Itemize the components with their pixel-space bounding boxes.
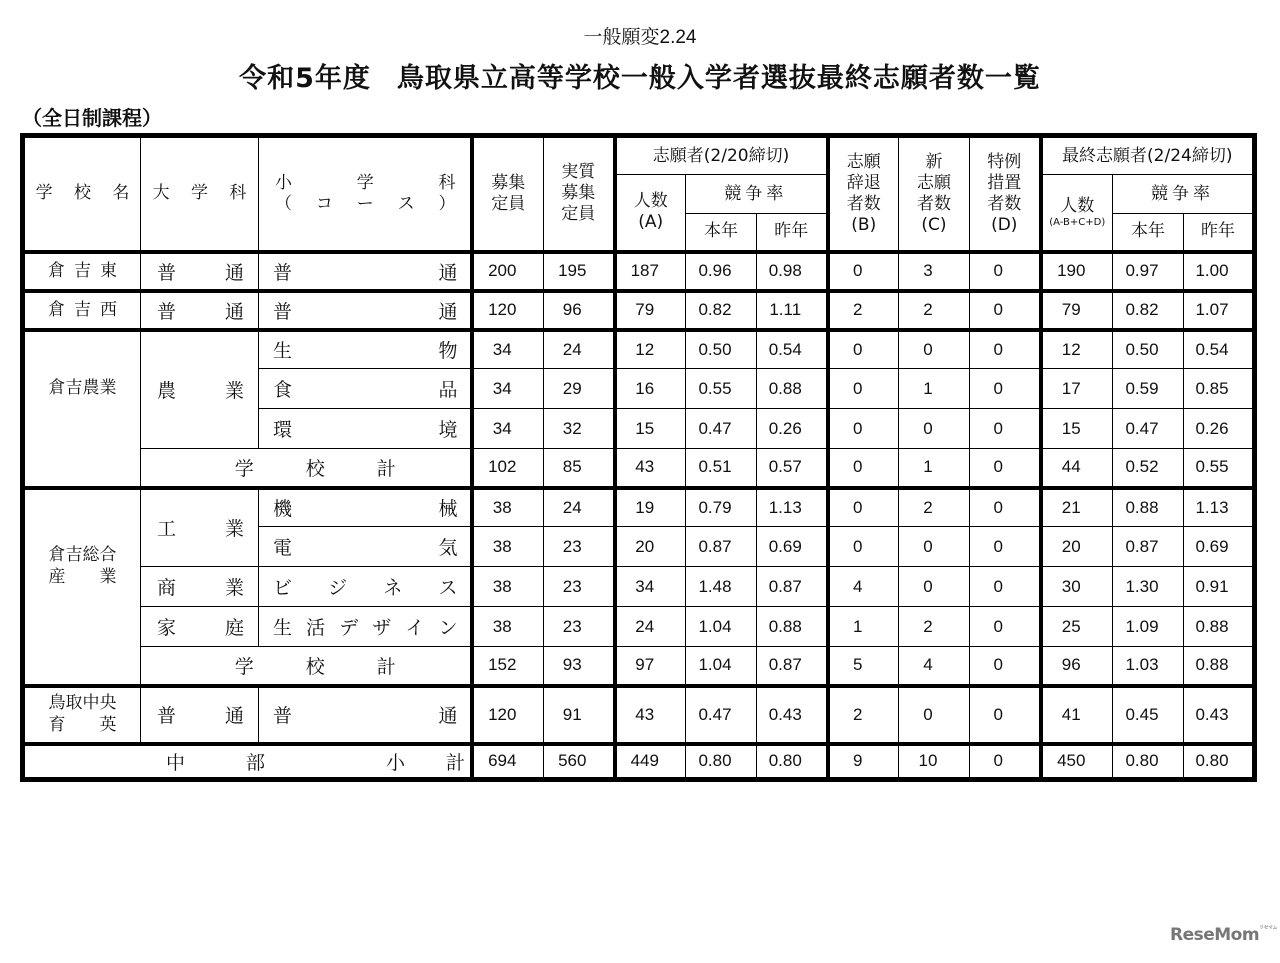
special-d: 0 [970, 449, 1041, 488]
department: 普 通 [141, 252, 259, 291]
applicants-table [20, 133, 1257, 782]
new-c: 2 [899, 488, 970, 527]
final-rate-this-year: 0.50 [1113, 330, 1184, 369]
rate-this-year: 0.82 [686, 291, 757, 330]
withdrawn-b: 4 [828, 567, 899, 607]
final-count: 15 [1041, 409, 1113, 449]
rate-last-year: 0.87 [757, 567, 828, 607]
rate-this-year: 0.96 [686, 252, 757, 291]
school-total-label: 学 校 計 [141, 449, 472, 488]
rate-this-year: 0.51 [686, 449, 757, 488]
rate-this-year: 0.55 [686, 369, 757, 409]
new-c: 0 [899, 409, 970, 449]
title-year: 令和5年度 [239, 63, 371, 94]
header-applicants-count: 人数 (A) [615, 175, 686, 252]
new-c: 10 [899, 744, 970, 780]
department: 家 庭 [141, 607, 259, 647]
header-school: 学 校 名 [23, 136, 141, 252]
final-rate-last-year: 1.07 [1184, 291, 1255, 330]
table-row [23, 686, 1255, 744]
capacity: 38 [472, 607, 544, 647]
special-d: 0 [970, 607, 1041, 647]
header-last-year: 昨年 [757, 214, 828, 252]
capacity: 200 [472, 252, 544, 291]
table-row [23, 567, 1255, 607]
withdrawn-b: 0 [828, 369, 899, 409]
capacity: 34 [472, 330, 544, 369]
header-row-1 [23, 136, 1255, 175]
capacity: 38 [472, 567, 544, 607]
header-final-group: 最終志願者(2/24締切) [1041, 136, 1255, 175]
final-rate-this-year: 0.82 [1113, 291, 1184, 330]
final-rate-last-year: 0.54 [1184, 330, 1255, 369]
header-final-last-year: 昨年 [1184, 214, 1255, 252]
final-rate-last-year: 0.69 [1184, 527, 1255, 567]
final-rate-last-year: 0.88 [1184, 607, 1255, 647]
school-name: 倉吉総合 産 業 [23, 488, 141, 686]
final-count: 30 [1041, 567, 1113, 607]
header-department: 大 学 科 [141, 136, 259, 252]
withdrawn-b: 2 [828, 291, 899, 330]
final-count: 25 [1041, 607, 1113, 647]
withdrawn-b: 1 [828, 607, 899, 647]
applicants-a: 43 [615, 686, 686, 744]
rate-this-year: 0.50 [686, 330, 757, 369]
subtotal-label: 中 部 小 計 [23, 744, 472, 780]
final-rate-this-year: 0.97 [1113, 252, 1184, 291]
department: 商 業 [141, 567, 259, 607]
final-count: 44 [1041, 449, 1113, 488]
rate-last-year: 0.26 [757, 409, 828, 449]
final-rate-this-year: 0.45 [1113, 686, 1184, 744]
applicants-a: 34 [615, 567, 686, 607]
rate-this-year: 1.04 [686, 647, 757, 686]
special-d: 0 [970, 527, 1041, 567]
capacity: 38 [472, 527, 544, 567]
new-c: 2 [899, 607, 970, 647]
final-rate-this-year: 0.80 [1113, 744, 1184, 780]
subtotal-row [23, 744, 1255, 780]
rate-this-year: 1.04 [686, 607, 757, 647]
real-capacity: 93 [544, 647, 615, 686]
header-final-competition: 競争率 [1113, 175, 1255, 214]
final-rate-last-year: 0.88 [1184, 647, 1255, 686]
withdrawn-b: 0 [828, 449, 899, 488]
rate-last-year: 0.80 [757, 744, 828, 780]
final-rate-this-year: 1.30 [1113, 567, 1184, 607]
school-name: 倉吉農業 [23, 330, 141, 488]
special-d: 0 [970, 686, 1041, 744]
capacity: 38 [472, 488, 544, 527]
new-c: 4 [899, 647, 970, 686]
header-applicants-group: 志願者(2/20締切) [615, 136, 828, 175]
special-d: 0 [970, 291, 1041, 330]
new-c: 2 [899, 291, 970, 330]
final-count: 450 [1041, 744, 1113, 780]
table-row [23, 291, 1255, 330]
course: 普 通 [259, 291, 472, 330]
table-row [23, 252, 1255, 291]
header-real-capacity: 実質 募集 定員 [544, 136, 615, 252]
real-capacity: 85 [544, 449, 615, 488]
capacity: 34 [472, 409, 544, 449]
real-capacity: 560 [544, 744, 615, 780]
withdrawn-b: 5 [828, 647, 899, 686]
table-row [23, 488, 1255, 527]
final-count: 79 [1041, 291, 1113, 330]
real-capacity: 24 [544, 488, 615, 527]
course: 食 品 [259, 369, 472, 409]
table-row [23, 607, 1255, 647]
title-main: 鳥取県立高等学校一般入学者選抜最終志願者数一覧 [396, 63, 1041, 94]
final-count: 20 [1041, 527, 1113, 567]
applicants-a: 20 [615, 527, 686, 567]
course: 生 物 [259, 330, 472, 369]
special-d: 0 [970, 252, 1041, 291]
rate-this-year: 0.80 [686, 744, 757, 780]
withdrawn-b: 0 [828, 252, 899, 291]
rate-this-year: 0.87 [686, 527, 757, 567]
rate-this-year: 1.48 [686, 567, 757, 607]
new-c: 0 [899, 567, 970, 607]
final-count: 190 [1041, 252, 1113, 291]
course-type-label: （全日制課程） [22, 106, 162, 130]
header-competition: 競争率 [686, 175, 828, 214]
school-name: 倉吉西 [23, 291, 141, 330]
capacity: 34 [472, 369, 544, 409]
special-d: 0 [970, 369, 1041, 409]
page-title [0, 56, 1280, 95]
header-course: 小 学 科 （ コ ー ス ） [259, 136, 472, 252]
course: 機 械 [259, 488, 472, 527]
document-code: 一般願変2.24 [583, 27, 697, 48]
withdrawn-b: 0 [828, 330, 899, 369]
header-withdrawn: 志願 辞退 者数 (B) [828, 136, 899, 252]
real-capacity: 91 [544, 686, 615, 744]
final-rate-this-year: 0.52 [1113, 449, 1184, 488]
final-rate-last-year: 0.55 [1184, 449, 1255, 488]
final-rate-this-year: 1.03 [1113, 647, 1184, 686]
course: 電 気 [259, 527, 472, 567]
applicants-a: 187 [615, 252, 686, 291]
course: 生 活 デ ザ イ ン [259, 607, 472, 647]
final-rate-last-year: 0.91 [1184, 567, 1255, 607]
resemom-logo: ReseMom$^{リセマム}$ [1170, 925, 1278, 945]
applicants-a: 12 [615, 330, 686, 369]
withdrawn-b: 9 [828, 744, 899, 780]
withdrawn-b: 0 [828, 409, 899, 449]
withdrawn-b: 0 [828, 527, 899, 567]
real-capacity: 23 [544, 607, 615, 647]
final-rate-last-year: 1.13 [1184, 488, 1255, 527]
header-this-year: 本年 [686, 214, 757, 252]
rate-last-year: 1.11 [757, 291, 828, 330]
real-capacity: 32 [544, 409, 615, 449]
capacity: 120 [472, 686, 544, 744]
special-d: 0 [970, 567, 1041, 607]
rate-last-year: 0.87 [757, 647, 828, 686]
new-c: 0 [899, 686, 970, 744]
real-capacity: 24 [544, 330, 615, 369]
final-count: 17 [1041, 369, 1113, 409]
course: 環 境 [259, 409, 472, 449]
capacity: 152 [472, 647, 544, 686]
applicants-a: 43 [615, 449, 686, 488]
final-count: 12 [1041, 330, 1113, 369]
header-special-measure: 特例 措置 者数 (D) [970, 136, 1041, 252]
final-rate-last-year: 0.26 [1184, 409, 1255, 449]
rate-this-year: 0.79 [686, 488, 757, 527]
department: 農 業 [141, 330, 259, 449]
header-capacity: 募集 定員 [472, 136, 544, 252]
rate-last-year: 1.13 [757, 488, 828, 527]
applicants-a: 449 [615, 744, 686, 780]
rate-last-year: 0.98 [757, 252, 828, 291]
header-final-count: 人数 (A-B+C+D) [1041, 175, 1113, 252]
course: 普 通 [259, 686, 472, 744]
final-count: 21 [1041, 488, 1113, 527]
final-count: 96 [1041, 647, 1113, 686]
special-d: 0 [970, 409, 1041, 449]
department: 普 通 [141, 686, 259, 744]
final-rate-this-year: 0.87 [1113, 527, 1184, 567]
real-capacity: 195 [544, 252, 615, 291]
final-rate-last-year: 0.43 [1184, 686, 1255, 744]
special-d: 0 [970, 488, 1041, 527]
school-total-row [23, 449, 1255, 488]
capacity: 102 [472, 449, 544, 488]
new-c: 1 [899, 449, 970, 488]
rate-this-year: 0.47 [686, 686, 757, 744]
new-c: 1 [899, 369, 970, 409]
special-d: 0 [970, 744, 1041, 780]
course: 普 通 [259, 252, 472, 291]
applicants-a: 97 [615, 647, 686, 686]
applicants-a: 16 [615, 369, 686, 409]
header-new-applicants: 新 志願 者数 (C) [899, 136, 970, 252]
school-name: 倉吉東 [23, 252, 141, 291]
school-name: 鳥取中央 育 英 [23, 686, 141, 744]
department: 工 業 [141, 488, 259, 567]
rate-last-year: 0.54 [757, 330, 828, 369]
rate-last-year: 0.43 [757, 686, 828, 744]
table-row [23, 330, 1255, 369]
applicants-a: 24 [615, 607, 686, 647]
real-capacity: 96 [544, 291, 615, 330]
final-rate-this-year: 0.88 [1113, 488, 1184, 527]
withdrawn-b: 2 [828, 686, 899, 744]
special-d: 0 [970, 647, 1041, 686]
real-capacity: 29 [544, 369, 615, 409]
header-final-this-year: 本年 [1113, 214, 1184, 252]
new-c: 0 [899, 330, 970, 369]
capacity: 120 [472, 291, 544, 330]
new-c: 0 [899, 527, 970, 567]
final-rate-last-year: 0.85 [1184, 369, 1255, 409]
final-rate-this-year: 0.59 [1113, 369, 1184, 409]
real-capacity: 23 [544, 567, 615, 607]
rate-last-year: 0.88 [757, 369, 828, 409]
capacity: 694 [472, 744, 544, 780]
department: 普 通 [141, 291, 259, 330]
real-capacity: 23 [544, 527, 615, 567]
final-rate-last-year: 1.00 [1184, 252, 1255, 291]
applicants-a: 79 [615, 291, 686, 330]
rate-last-year: 0.88 [757, 607, 828, 647]
new-c: 3 [899, 252, 970, 291]
rate-last-year: 0.57 [757, 449, 828, 488]
applicants-a: 19 [615, 488, 686, 527]
final-rate-this-year: 0.47 [1113, 409, 1184, 449]
school-total-row [23, 647, 1255, 686]
withdrawn-b: 0 [828, 488, 899, 527]
course: ビ ジ ネ ス [259, 567, 472, 607]
final-rate-last-year: 0.80 [1184, 744, 1255, 780]
special-d: 0 [970, 330, 1041, 369]
applicants-a: 15 [615, 409, 686, 449]
school-total-label: 学 校 計 [141, 647, 472, 686]
rate-this-year: 0.47 [686, 409, 757, 449]
final-count: 41 [1041, 686, 1113, 744]
final-rate-this-year: 1.09 [1113, 607, 1184, 647]
rate-last-year: 0.69 [757, 527, 828, 567]
